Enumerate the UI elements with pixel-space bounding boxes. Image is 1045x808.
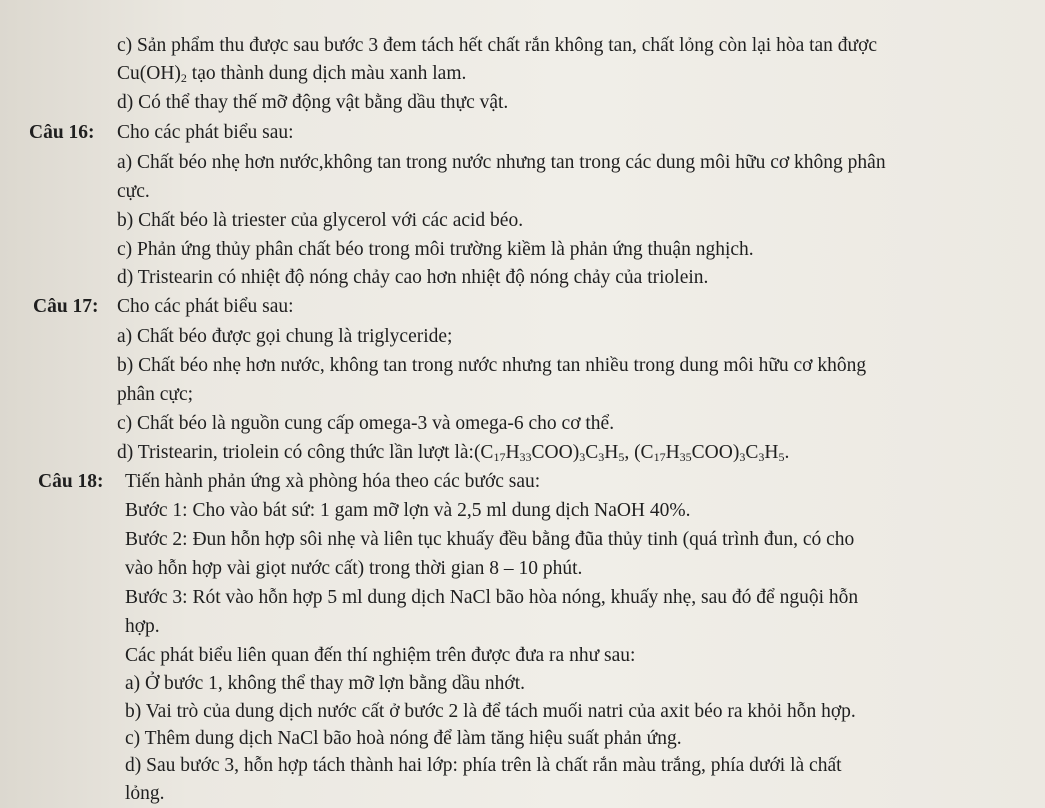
q17-statement-a: a) Chất béo được gọi chung là triglyceride; <box>117 326 453 347</box>
q17-statement-d <box>117 441 789 465</box>
q18-statement-a: a) Ở bước 1, không thể thay mỡ lợn bằng dầu nhớt. <box>125 673 526 694</box>
question-16-intro: Cho các phát biểu sau: <box>117 122 294 143</box>
q16-statement-a-line1: a) Chất béo nhẹ hơn nước,không tan trong nước nhưng tan trong các dung môi hữu cơ không phân <box>117 152 886 173</box>
cu-oh2-formula: $Cu(OH)_2$ <box>117 63 187 85</box>
q16-statement-a-line2: cực. <box>117 181 150 202</box>
q18-step-1: Bước 1: Cho vào bát sứ: 1 gam mỡ lợn và 2,5 ml dung dịch NaOH 40%. <box>125 500 691 521</box>
prev-statement-c-line2 <box>117 62 466 86</box>
q18-statement-d-line2: lỏng. <box>125 783 165 804</box>
question-18-intro: Tiến hành phản ứng xà phòng hóa theo các bước sau: <box>125 471 541 492</box>
q18-step-3-line2: hợp. <box>125 616 160 637</box>
q16-statement-d: d) Tristearin có nhiệt độ nóng chảy cao hơn nhiệt độ nóng chảy của triolein. <box>117 267 709 288</box>
question-16-label: Câu 16: <box>29 122 95 143</box>
q17-statement-b-line1: b) Chất béo nhẹ hơn nước, không tan trong nước nhưng tan nhiều trong dung môi hữu cơ không <box>117 355 867 376</box>
q18-step-2-line2: vào hỗn hợp vài giọt nước cất) trong thời gian 8 – 10 phút. <box>125 558 583 579</box>
q16-statement-b: b) Chất béo là triester của glycerol với các acid béo. <box>117 210 524 231</box>
prev-statement-c-line2-text: tạo thành dung dịch màu xanh lam. <box>191 63 467 84</box>
q18-step-3-line1: Bước 3: Rót vào hỗn hợp 5 ml dung dịch NaCl bão hòa nóng, khuấy nhẹ, sau đó để nguội hỗn <box>125 587 859 608</box>
q18-step-2-line1: Bước 2: Đun hỗn hợp sôi nhẹ và liên tục khuấy đều bằng đũa thủy tinh (quá trình đun, có cho <box>125 529 855 550</box>
q17-statement-b-line2: phân cực; <box>117 384 194 405</box>
q18-statement-c: c) Thêm dung dịch NaCl bão hoà nóng để làm tăng hiệu suất phản ứng. <box>125 728 682 749</box>
prev-statement-c-line1: c) Sản phẩm thu được sau bước 3 đem tách hết chất rắn không tan, chất lỏng còn lại hòa tan được <box>117 35 878 56</box>
q18-statements-intro: Các phát biểu liên quan đến thí nghiệm trên được đưa ra như sau: <box>125 645 636 666</box>
q16-statement-c: c) Phản ứng thủy phân chất béo trong môi trường kiềm là phản ứng thuận nghịch. <box>117 239 754 260</box>
prev-statement-d: d) Có thể thay thế mỡ động vật bằng dầu thực vật. <box>117 92 509 113</box>
question-17-label: Câu 17: <box>33 296 99 317</box>
q17-statement-d-text: d) Tristearin, triolein có công thức lần lượt là: <box>117 442 474 463</box>
tristearin-triolein-formulas: $(C_{17}H_{33}COO)_3C_3H_5$, $(C_{17}H_{35}COO)_3C_3H_5$. <box>473 442 790 464</box>
q18-statement-b: b) Vai trò của dung dịch nước cất ở bước 2 là để tách muối natri của axit béo ra khỏi hỗn hợp. <box>125 701 856 722</box>
q18-statement-d-line1: d) Sau bước 3, hỗn hợp tách thành hai lớp: phía trên là chất rắn màu trắng, phía dưới là chất <box>125 755 842 776</box>
q17-statement-c: c) Chất béo là nguồn cung cấp omega-3 và omega-6 cho cơ thể. <box>117 413 615 434</box>
question-17-intro: Cho các phát biểu sau: <box>117 296 294 317</box>
question-18-label: Câu 18: <box>38 471 104 492</box>
